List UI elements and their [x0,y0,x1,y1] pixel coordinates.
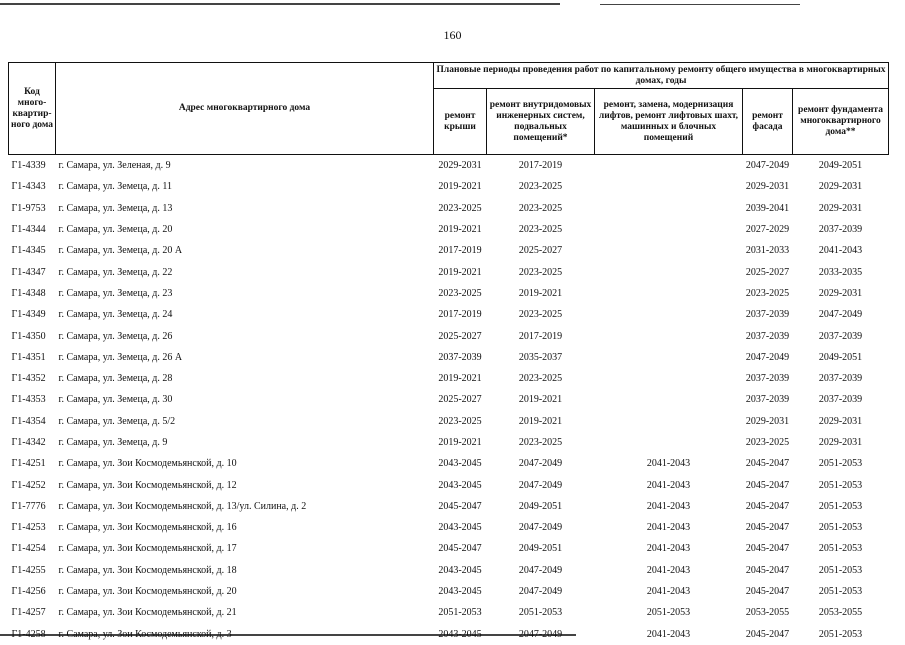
cell-facade: 2027-2029 [745,224,790,236]
cell-foundation: 2037-2039 [818,330,863,342]
cell-foundation: 2037-2039 [818,224,863,236]
cell-systems: 2047-2049 [518,586,563,598]
cell-lifts [595,240,743,261]
table-row [9,368,889,389]
cell-address: г. Самара, ул. Зои Космодемьянской, д. 13/ул. Силина, д. 2 [58,500,307,512]
cell-address: г. Самара, ул. Зои Космодемьянской, д. 20 [58,586,237,598]
cell-address: г. Самара, ул. Зои Космодемьянской, д. 17 [58,543,237,555]
cell-systems: 2047-2049 [518,479,563,491]
cell-roof: 2019-2021 [438,373,482,385]
cell-roof: 2025-2027 [438,394,482,406]
cell-code: Г1-4253 [11,522,46,534]
cell-lifts [595,432,743,453]
cell-facade: 2023-2025 [745,287,790,299]
cell-roof: 2045-2047 [438,500,482,512]
cell-code: Г1-4251 [11,458,46,470]
cell-systems: 2023-2025 [518,266,563,278]
table-row [9,411,889,432]
cell-code: Г1-4255 [11,564,46,576]
page-number: 160 [443,28,462,42]
cell-facade: 2045-2047 [745,522,790,534]
cell-roof: 2045-2047 [438,543,482,555]
cell-facade: 2039-2041 [745,202,790,214]
scan-edge-top [0,3,560,5]
repair-schedule-table [8,62,889,645]
cell-roof: 2043-2045 [438,586,482,598]
table-row [9,474,889,495]
cell-roof: 2043-2045 [438,522,482,534]
cell-foundation: 2051-2053 [818,458,863,470]
cell-facade: 2045-2047 [745,564,790,576]
cell-code: Г1-4257 [11,607,46,619]
cell-address: г. Самара, ул. Зои Космодемьянской, д. 3 [58,628,232,640]
table-row [9,347,889,368]
cell-foundation: 2051-2053 [818,543,863,555]
cell-lifts [595,368,743,389]
cell-systems: 2019-2021 [518,394,563,406]
cell-address: г. Самара, ул. Земеца, д. 23 [58,287,173,299]
header-lifts: ремонт, замена, модернизация лифтов, ремонт лифтовых шахт, машинных и блочных помещений [595,89,743,155]
cell-facade: 2037-2039 [745,373,790,385]
cell-roof: 2043-2045 [438,479,482,491]
cell-lifts: 2041-2043 [646,586,691,598]
cell-systems: 2019-2021 [518,415,563,427]
cell-foundation: 2041-2043 [818,245,863,257]
table-row [9,325,889,346]
cell-lifts [595,304,743,325]
cell-systems: 2047-2049 [518,628,563,640]
cell-lifts: 2051-2053 [646,607,691,619]
header-periods-group: Плановые периоды проведения работ по капитальному ремонту общего имущества в многоквартирных домах, годы [434,63,889,89]
cell-roof: 2025-2027 [438,330,482,342]
cell-lifts: 2041-2043 [646,458,691,470]
cell-systems: 2023-2025 [518,437,563,448]
cell-systems: 2051-2053 [518,607,563,619]
cell-systems: 2023-2025 [518,224,563,236]
cell-address: г. Самара, ул. Земеца, д. 30 [58,394,173,406]
cell-address: г. Самара, ул. Земеца, д. 26 А [58,351,183,363]
cell-address: г. Самара, ул. Земеца, д. 24 [58,309,173,321]
cell-systems: 2023-2025 [518,373,563,385]
cell-facade: 2025-2027 [745,266,790,278]
cell-lifts: 2041-2043 [646,543,691,555]
table-row [9,517,889,538]
cell-systems: 2023-2025 [518,181,563,193]
header-foundation: ремонт фундамента многоквартирного дома** [793,89,889,155]
cell-roof: 2037-2039 [438,351,482,363]
cell-foundation: 2029-2031 [818,415,863,427]
cell-foundation: 2029-2031 [818,437,863,448]
cell-lifts [595,219,743,240]
header-code: Код много-квартир-ного дома [9,63,56,155]
cell-code: Г1-9753 [11,202,46,214]
cell-address: г. Самара, ул. Земеца, д. 28 [58,373,173,385]
table-body [9,155,889,645]
cell-lifts: 2041-2043 [646,500,691,512]
cell-systems: 2047-2049 [518,458,563,470]
cell-code: Г1-4252 [11,479,46,491]
table-row [9,198,889,219]
cell-code: Г1-4343 [11,181,46,193]
cell-address: г. Самара, ул. Земеца, д. 5/2 [58,415,176,427]
cell-address: г. Самара, ул. Земеца, д. 9 [58,437,168,448]
cell-code: Г1-4339 [11,160,46,172]
cell-foundation: 2029-2031 [818,181,863,193]
cell-foundation: 2037-2039 [818,373,863,385]
cell-lifts [595,176,743,197]
cell-address: г. Самара, ул. Зои Космодемьянской, д. 10 [58,458,237,470]
cell-code: Г1-4348 [11,287,46,299]
cell-foundation: 2051-2053 [818,522,863,534]
cell-facade: 2029-2031 [745,181,790,193]
cell-lifts: 2041-2043 [646,564,691,576]
cell-address: г. Самара, ул. Зои Космодемьянской, д. 21 [58,607,237,619]
cell-lifts: 2041-2043 [646,522,691,534]
cell-facade: 2045-2047 [745,586,790,598]
cell-lifts [595,198,743,219]
cell-roof: 2043-2045 [438,564,482,576]
cell-facade: 2037-2039 [745,330,790,342]
cell-address: г. Самара, ул. Земеца, д. 13 [58,202,173,214]
cell-foundation: 2029-2031 [818,287,863,299]
cell-code: Г1-4258 [11,628,46,640]
cell-roof: 2023-2025 [438,415,482,427]
cell-foundation: 2033-2035 [818,266,863,278]
header-address: Адрес многоквартирного дома [56,63,434,155]
cell-foundation: 2049-2051 [818,351,863,363]
cell-facade: 2047-2049 [745,160,790,172]
cell-address: г. Самара, ул. Зои Космодемьянской, д. 16 [58,522,237,534]
cell-address: г. Самара, ул. Зои Космодемьянской, д. 18 [58,564,237,576]
cell-facade: 2045-2047 [745,458,790,470]
cell-code: Г1-4354 [11,415,46,427]
cell-code: Г1-4352 [11,373,46,385]
cell-systems: 2049-2051 [518,543,563,555]
table-row [9,389,889,410]
cell-code: Г1-4345 [11,245,46,257]
cell-address: г. Самара, ул. Земеца, д. 20 [58,224,173,236]
cell-lifts [595,411,743,432]
table-row [9,581,889,602]
cell-facade: 2029-2031 [745,415,790,427]
cell-roof: 2019-2021 [438,181,482,193]
cell-facade: 2037-2039 [745,309,790,321]
scan-edge-top-right [600,4,800,5]
cell-lifts [595,283,743,304]
cell-foundation: 2051-2053 [818,564,863,576]
table-row [9,240,889,261]
cell-lifts: 2041-2043 [646,479,691,491]
table-row [9,602,889,623]
cell-foundation: 2053-2055 [818,607,863,619]
cell-address: г. Самара, ул. Земеца, д. 26 [58,330,173,342]
cell-facade: 2045-2047 [745,628,790,640]
cell-code: Г1-4353 [11,394,46,406]
cell-foundation: 2051-2053 [818,479,863,491]
table-row [9,496,889,517]
header-roof: ремонт крыши [434,89,487,155]
cell-systems: 2047-2049 [518,522,563,534]
header-systems: ремонт внутридомовых инженерных систем, подвальных помещений* [487,89,595,155]
cell-foundation: 2051-2053 [818,628,863,640]
cell-lifts [595,261,743,282]
cell-lifts [595,155,743,177]
cell-roof: 2023-2025 [438,287,482,299]
cell-systems: 2025-2027 [518,245,563,257]
cell-systems: 2047-2049 [518,564,563,576]
table-row [9,560,889,581]
cell-systems: 2019-2021 [518,287,563,299]
cell-facade: 2023-2025 [745,437,790,448]
cell-facade: 2053-2055 [745,607,790,619]
cell-code: Г1-4350 [11,330,46,342]
cell-roof: 2029-2031 [438,160,482,172]
table-row [9,432,889,453]
table-row [9,304,889,325]
table-row [9,283,889,304]
cell-foundation: 2051-2053 [818,586,863,598]
cell-foundation: 2049-2051 [818,160,863,172]
cell-roof: 2051-2053 [438,607,482,619]
cell-lifts [595,347,743,368]
cell-roof: 2019-2021 [438,224,482,236]
table-row [9,261,889,282]
cell-roof: 2043-2045 [438,628,482,640]
cell-code: Г1-4344 [11,224,46,236]
cell-facade: 2045-2047 [745,500,790,512]
cell-foundation: 2029-2031 [818,202,863,214]
cell-code: Г1-4349 [11,309,46,321]
cell-code: Г1-4347 [11,266,46,278]
cell-address: г. Самара, ул. Земеца, д. 22 [58,266,173,278]
table-row [9,176,889,197]
cell-systems: 2035-2037 [518,351,563,363]
cell-roof: 2043-2045 [438,458,482,470]
cell-roof: 2019-2021 [438,266,482,278]
cell-code: Г1-4254 [11,543,46,555]
cell-facade: 2031-2033 [745,245,790,257]
cell-address: г. Самара, ул. Земеца, д. 11 [58,181,172,193]
cell-facade: 2047-2049 [745,351,790,363]
table-header [9,63,889,155]
cell-facade: 2045-2047 [745,543,790,555]
table-row [9,155,889,177]
table-row [9,219,889,240]
header-facade: ремонт фасада [743,89,793,155]
cell-code: Г1-4256 [11,586,46,598]
cell-foundation: 2037-2039 [818,394,863,406]
cell-facade: 2037-2039 [745,394,790,406]
cell-systems: 2017-2019 [518,160,563,172]
table-row [9,453,889,474]
table-row [9,624,889,645]
cell-roof: 2019-2021 [438,437,482,448]
cell-code: Г1-4351 [11,351,46,363]
cell-roof: 2023-2025 [438,202,482,214]
cell-roof: 2017-2019 [438,309,482,321]
cell-code: Г1-7776 [11,500,46,512]
cell-address: г. Самара, ул. Земеца, д. 20 А [58,245,183,257]
cell-lifts [595,389,743,410]
cell-systems: 2049-2051 [518,500,563,512]
cell-lifts [595,325,743,346]
cell-roof: 2017-2019 [438,245,482,257]
cell-foundation: 2047-2049 [818,309,863,321]
cell-code: Г1-4342 [11,437,46,448]
cell-systems: 2023-2025 [518,202,563,214]
cell-systems: 2023-2025 [518,309,563,321]
cell-lifts: 2041-2043 [646,628,691,640]
cell-address: г. Самара, ул. Зои Космодемьянской, д. 12 [58,479,237,491]
cell-facade: 2045-2047 [745,479,790,491]
cell-foundation: 2051-2053 [818,500,863,512]
cell-address: г. Самара, ул. Зеленая, д. 9 [58,160,171,172]
cell-systems: 2017-2019 [518,330,563,342]
table-row [9,538,889,559]
